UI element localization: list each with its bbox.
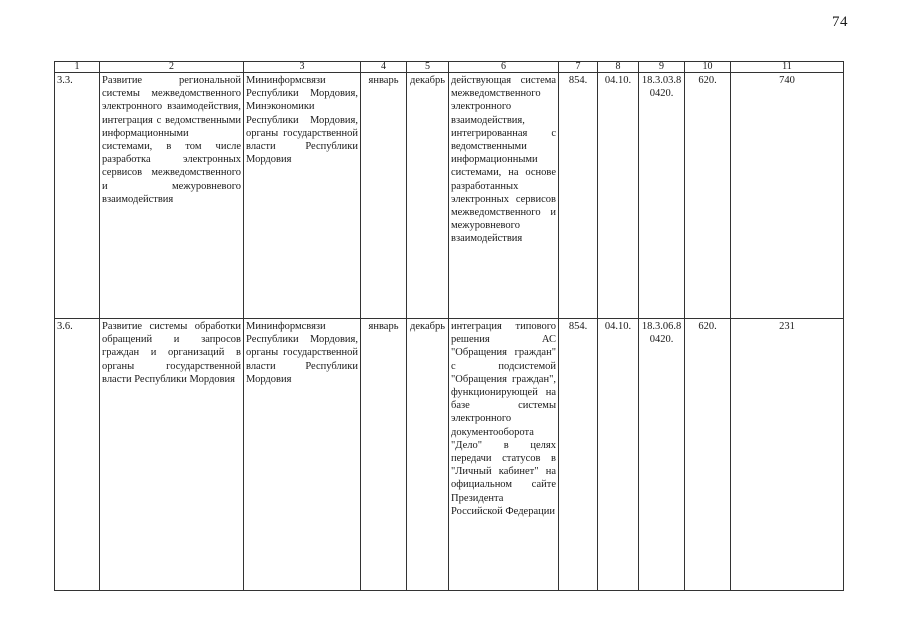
code-col-8: 04.10. (598, 319, 639, 591)
header-cell: 5 (407, 62, 449, 73)
header-cell: 7 (559, 62, 598, 73)
row-number: 3.6. (55, 319, 100, 591)
header-row (55, 62, 844, 73)
table-row (55, 73, 844, 319)
row-number: 3.3. (55, 73, 100, 319)
header-cell: 1 (55, 62, 100, 73)
code-col-9-line2: 0420. (649, 88, 674, 100)
header-cell: 10 (685, 62, 731, 73)
page-number: 74 (832, 14, 848, 30)
measure-name: Развитие системы обработки обращений и запросов граждан и организаций в органы государственной власти Республики Мордовия (100, 319, 244, 591)
measure-name: Развитие региональной системы межведомственного электронного взаимодействия, интеграция с ведомственными информационными системами, в том числе разработка электронных сервисов межведомственного и межуровневого взаимодействия (100, 73, 244, 319)
amount: 231 (731, 319, 844, 591)
amount: 740 (731, 73, 844, 319)
start-date: январь (361, 319, 407, 591)
code-col-9-line1: 18.3.03.8 (641, 75, 682, 86)
end-date: декабрь (407, 319, 449, 591)
code-col-9 (639, 319, 685, 591)
code-col-8: 04.10. (598, 73, 639, 319)
executor: Мининформсвязи Республики Мордовия, Минэкономики Республики Мордовия, органы государственной власти Республики Мордовия (244, 73, 361, 319)
header-cell: 8 (598, 62, 639, 73)
expected-result: интеграция типового решения АС "Обращения граждан" с подсистемой "Обращения граждан", функционирующей на базе системы электронного документооборота "Дело" в целях передачи статусов в "Личный кабинет" на официальном сайте Президента Российской Федерации (449, 319, 559, 591)
code-col-10: 620. (685, 319, 731, 591)
table-row (55, 319, 844, 591)
header-cell: 6 (449, 62, 559, 73)
header-cell: 4 (361, 62, 407, 73)
start-date: январь (361, 73, 407, 319)
plan-table (54, 61, 844, 591)
code-col-9 (639, 73, 685, 319)
code-col-10: 620. (685, 73, 731, 319)
code-col-9-line2: 0420. (649, 334, 674, 346)
header-cell: 2 (100, 62, 244, 73)
header-cell: 11 (731, 62, 844, 73)
header-cell: 3 (244, 62, 361, 73)
code-col-7: 854. (559, 73, 598, 319)
code-col-9-line1: 18.3.06.8 (641, 321, 682, 332)
executor: Мининформсвязи Республики Мордовия, органы государственной власти Республики Мордовия (244, 319, 361, 591)
expected-result: действующая система межведомственного электронного взаимодействия, интегрированная с ведомственными информационными системами, на основе разработанных электронных сервисов межведомственного и межуровневого взаимодействия (449, 73, 559, 319)
end-date: декабрь (407, 73, 449, 319)
code-col-7: 854. (559, 319, 598, 591)
header-cell: 9 (639, 62, 685, 73)
